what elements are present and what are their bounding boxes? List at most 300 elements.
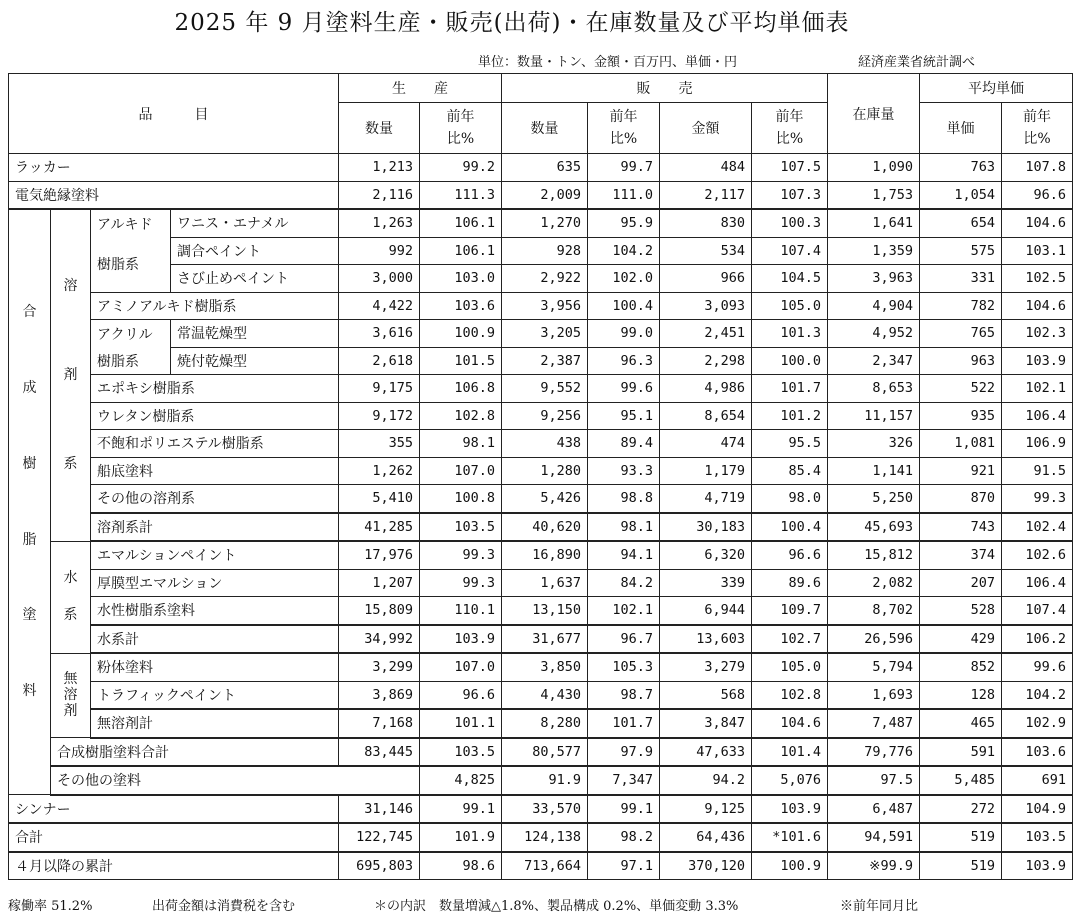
cell: 106.1 (420, 237, 502, 265)
cell: 34,992 (339, 625, 420, 654)
table-row (9, 209, 1073, 237)
cell: 96.6 (752, 541, 828, 569)
cell: 104.2 (588, 237, 660, 265)
cell: 870 (920, 485, 1002, 513)
cell: 99.3 (420, 569, 502, 597)
cell: 91.5 (1002, 457, 1073, 485)
cell: 1,641 (828, 209, 920, 237)
table-row (9, 237, 1073, 265)
cell: 6,320 (660, 541, 752, 569)
cell: 40,620 (502, 513, 588, 542)
cell: 100.4 (588, 292, 660, 320)
cell: 83,445 (339, 738, 420, 767)
cell: 654 (920, 209, 1002, 237)
table-row (9, 653, 1073, 681)
cell: 103.0 (420, 265, 502, 293)
header-sales-amount-yoy: 前年 比% (752, 103, 828, 154)
header-sales-amount: 金額 (660, 103, 752, 154)
cell: 3,093 (660, 292, 752, 320)
footer-yoy-note: ※前年同月比 (840, 899, 919, 914)
cell: 106.4 (1002, 569, 1073, 597)
cell: 96.6 (420, 681, 502, 709)
row-label: ワニス・エナメル (171, 209, 339, 237)
cell: 272 (920, 795, 1002, 824)
cell: 107.4 (1002, 597, 1073, 625)
table-row (9, 766, 1073, 795)
cell: 852 (920, 653, 1002, 681)
cell: 101.2 (752, 402, 828, 430)
cell: 17,976 (339, 541, 420, 569)
cell: 7,347 (588, 766, 660, 795)
cell: 100.0 (752, 347, 828, 375)
cell: 5,410 (339, 485, 420, 513)
row-label: ラッカー (9, 154, 339, 182)
cell: 89.4 (588, 430, 660, 458)
group-nosolvent: 無 溶 剤 (51, 653, 91, 738)
row-label: その他の塗料 (51, 766, 420, 795)
cell: 102.8 (420, 402, 502, 430)
group-synthetic-resin: 合 成 樹 脂 塗 料 (9, 209, 51, 795)
cell: 921 (920, 457, 1002, 485)
cell: 374 (920, 541, 1002, 569)
cell: 99.6 (588, 375, 660, 403)
cell: 3,963 (828, 265, 920, 293)
cell: 4,825 (420, 766, 502, 795)
cell: 100.9 (420, 320, 502, 348)
cell: 966 (660, 265, 752, 293)
cell: 128 (920, 681, 1002, 709)
cell: 101.7 (752, 375, 828, 403)
header-sales: 販 売 (502, 74, 828, 103)
cell: 106.4 (1002, 402, 1073, 430)
cell: 95.1 (588, 402, 660, 430)
alkyd-label-2: 樹脂系 (91, 237, 171, 292)
cell: 102.3 (1002, 320, 1073, 348)
row-label: 不飽和ポリエステル樹脂系 (91, 430, 339, 458)
row-label: 常温乾燥型 (171, 320, 339, 348)
cell: 6,944 (660, 597, 752, 625)
cell: 95.5 (752, 430, 828, 458)
cell: 103.6 (420, 292, 502, 320)
cell: 103.9 (1002, 347, 1073, 375)
row-label: エマルションペイント (91, 541, 339, 569)
table-row (9, 738, 1073, 767)
cell: 8,653 (828, 375, 920, 403)
cell: 2,082 (828, 569, 920, 597)
cell: 45,693 (828, 513, 920, 542)
cell: 105.0 (752, 653, 828, 681)
cell: 102.0 (588, 265, 660, 293)
cell: 124,138 (502, 823, 588, 852)
cell: 355 (339, 430, 420, 458)
row-label: 調合ペイント (171, 237, 339, 265)
statistics-table (8, 73, 1073, 880)
cell: 4,430 (502, 681, 588, 709)
table-row (9, 320, 1073, 348)
cell: 98.2 (588, 823, 660, 852)
page-title: 2025 年 9 月塗料生産・販売(出荷)・在庫数量及び平均単価表 (174, 10, 850, 36)
header-sales-qty-yoy: 前年 比% (588, 103, 660, 154)
cell: 429 (920, 625, 1002, 654)
cell: 1,263 (339, 209, 420, 237)
footer-breakdown: ＊の内訳 数量増減△1.8%、製品構成 0.2%、単価変動 3.3% (374, 899, 739, 914)
table-row (9, 430, 1073, 458)
cell: 1,753 (828, 181, 920, 209)
cell: 107.5 (752, 154, 828, 182)
row-label: さび止めペイント (171, 265, 339, 293)
cell: 47,633 (660, 738, 752, 767)
cell: 91.9 (502, 766, 588, 795)
cell: 103.9 (1002, 852, 1073, 880)
table-row (9, 402, 1073, 430)
table-row (9, 181, 1073, 209)
unit-note: 単位：数量・トン、金額・百万円、単価・円 (478, 55, 737, 70)
cell: 13,603 (660, 625, 752, 654)
table-row (9, 597, 1073, 625)
cell: 2,116 (339, 181, 420, 209)
cell: 5,426 (502, 485, 588, 513)
cell: 103.5 (1002, 823, 1073, 852)
cell: 102.9 (1002, 709, 1073, 738)
cell: 103.5 (420, 513, 502, 542)
cell: 3,279 (660, 653, 752, 681)
cell: 691 (1002, 766, 1073, 795)
cell: 103.6 (1002, 738, 1073, 767)
cell: 3,956 (502, 292, 588, 320)
cell: 97.9 (588, 738, 660, 767)
cell: 101.9 (420, 823, 502, 852)
cell: 568 (660, 681, 752, 709)
cell: 743 (920, 513, 1002, 542)
cell: 107.4 (752, 237, 828, 265)
cell: 370,120 (660, 852, 752, 880)
cell: 1,359 (828, 237, 920, 265)
cell: 763 (920, 154, 1002, 182)
cell: *101.6 (752, 823, 828, 852)
cell: 484 (660, 154, 752, 182)
cell: 1,090 (828, 154, 920, 182)
cell: 107.8 (1002, 154, 1073, 182)
cell: 101.5 (420, 347, 502, 375)
footer-operating-rate: 稼働率 51.2% (8, 899, 93, 914)
cell: 5,794 (828, 653, 920, 681)
cell: 107.0 (420, 457, 502, 485)
table-row (9, 569, 1073, 597)
cell: 5,076 (752, 766, 828, 795)
row-label: 合成樹脂塗料合計 (51, 738, 339, 767)
cell: 7,487 (828, 709, 920, 738)
cell: 102.6 (1002, 541, 1073, 569)
table-row (9, 541, 1073, 569)
cell: 104.6 (1002, 292, 1073, 320)
cell: 101.1 (420, 709, 502, 738)
row-label: 無溶剤計 (91, 709, 339, 738)
cell: 9,552 (502, 375, 588, 403)
cell: 102.4 (1002, 513, 1073, 542)
row-label: シンナー (9, 795, 339, 824)
row-label: 溶剤系計 (91, 513, 339, 542)
cell: 4,986 (660, 375, 752, 403)
table-row (9, 347, 1073, 375)
cell: 2,298 (660, 347, 752, 375)
cell: 519 (920, 823, 1002, 852)
cell: 106.2 (1002, 625, 1073, 654)
header-unit-price-yoy: 前年 比% (1002, 103, 1073, 154)
cell: 331 (920, 265, 1002, 293)
cell: 99.7 (588, 154, 660, 182)
cell: 111.3 (420, 181, 502, 209)
cell: 105.0 (752, 292, 828, 320)
cell: 339 (660, 569, 752, 597)
cell: 575 (920, 237, 1002, 265)
cell: 2,618 (339, 347, 420, 375)
cell: 7,168 (339, 709, 420, 738)
cell: 3,616 (339, 320, 420, 348)
row-label: 船底塗料 (91, 457, 339, 485)
cell: 31,677 (502, 625, 588, 654)
cell: 97.1 (588, 852, 660, 880)
cell: 95.9 (588, 209, 660, 237)
cell: 8,654 (660, 402, 752, 430)
cell: 41,285 (339, 513, 420, 542)
cell: 102.1 (588, 597, 660, 625)
table-row (9, 154, 1073, 182)
acrylic-label-2: 樹脂系 (91, 347, 171, 375)
table-row (9, 375, 1073, 403)
cell: 94.2 (660, 766, 752, 795)
cell: 105.3 (588, 653, 660, 681)
cell: 80,577 (502, 738, 588, 767)
table-row (9, 823, 1073, 852)
cell: 591 (920, 738, 1002, 767)
cell: 2,451 (660, 320, 752, 348)
cell: 103.1 (1002, 237, 1073, 265)
header-prod-qty: 数量 (339, 103, 420, 154)
cell: 4,904 (828, 292, 920, 320)
cell: 2,387 (502, 347, 588, 375)
cell: 30,183 (660, 513, 752, 542)
cell: 519 (920, 852, 1002, 880)
table-row (9, 513, 1073, 542)
cell: 103.5 (420, 738, 502, 767)
cell: 99.0 (588, 320, 660, 348)
row-label: その他の溶剤系 (91, 485, 339, 513)
cell: 528 (920, 597, 1002, 625)
cell: 765 (920, 320, 1002, 348)
cell: 2,117 (660, 181, 752, 209)
cell: 326 (828, 430, 920, 458)
cell: 207 (920, 569, 1002, 597)
cell: 98.6 (420, 852, 502, 880)
cell: 110.1 (420, 597, 502, 625)
cell: 15,809 (339, 597, 420, 625)
cell: 635 (502, 154, 588, 182)
cell: 79,776 (828, 738, 920, 767)
cell: 107.3 (752, 181, 828, 209)
table-row (9, 795, 1073, 824)
table-row (9, 292, 1073, 320)
table-row (9, 709, 1073, 738)
cell: 1,262 (339, 457, 420, 485)
cell: 101.7 (588, 709, 660, 738)
cell: 3,869 (339, 681, 420, 709)
cell: 3,000 (339, 265, 420, 293)
cell: 99.3 (1002, 485, 1073, 513)
cell: 4,952 (828, 320, 920, 348)
cell: 104.6 (752, 709, 828, 738)
cell: 1,270 (502, 209, 588, 237)
header-prod-yoy: 前年 比% (420, 103, 502, 154)
header-avg-price: 平均単価 (920, 74, 1073, 103)
cell: 9,175 (339, 375, 420, 403)
cell: 9,256 (502, 402, 588, 430)
cell: 992 (339, 237, 420, 265)
cell: 782 (920, 292, 1002, 320)
cell: 15,812 (828, 541, 920, 569)
footer-tax-note: 出荷金額は消費税を含む (152, 899, 296, 914)
cell: 96.6 (1002, 181, 1073, 209)
row-label: 水系計 (91, 625, 339, 654)
cell: 3,205 (502, 320, 588, 348)
cell: 99.2 (420, 154, 502, 182)
cell: 1,207 (339, 569, 420, 597)
cell: 85.4 (752, 457, 828, 485)
cell: 102.7 (752, 625, 828, 654)
row-label: 粉体塗料 (91, 653, 339, 681)
cell: 3,847 (660, 709, 752, 738)
cell: 94.1 (588, 541, 660, 569)
header-unit-price: 単価 (920, 103, 1002, 154)
cell: 713,664 (502, 852, 588, 880)
cell: 695,803 (339, 852, 420, 880)
cell: 9,172 (339, 402, 420, 430)
cell: 102.5 (1002, 265, 1073, 293)
cell: 100.8 (420, 485, 502, 513)
cell: 106.8 (420, 375, 502, 403)
cell: 5,250 (828, 485, 920, 513)
cell: 3,299 (339, 653, 420, 681)
cell: 935 (920, 402, 1002, 430)
cell: 103.9 (752, 795, 828, 824)
cell: 1,213 (339, 154, 420, 182)
cell: 8,702 (828, 597, 920, 625)
cell: 6,487 (828, 795, 920, 824)
cell: 830 (660, 209, 752, 237)
cell: 103.9 (420, 625, 502, 654)
cell: 4,719 (660, 485, 752, 513)
cell: 98.7 (588, 681, 660, 709)
cell: 93.3 (588, 457, 660, 485)
group-solvent: 溶 剤 系 (51, 209, 91, 541)
cell: 9,125 (660, 795, 752, 824)
cell: 1,693 (828, 681, 920, 709)
cell: 101.3 (752, 320, 828, 348)
cell: 1,081 (920, 430, 1002, 458)
row-label: アミノアルキド樹脂系 (91, 292, 339, 320)
group-water: 水 系 (51, 541, 91, 653)
cell: 13,150 (502, 597, 588, 625)
cell: 534 (660, 237, 752, 265)
cell: 963 (920, 347, 1002, 375)
cell: 98.1 (420, 430, 502, 458)
cell: 94,591 (828, 823, 920, 852)
cell: 1,179 (660, 457, 752, 485)
cell: 465 (920, 709, 1002, 738)
cell: 98.8 (588, 485, 660, 513)
row-label: 水性樹脂系塗料 (91, 597, 339, 625)
cell: 11,157 (828, 402, 920, 430)
row-label: 厚膜型エマルション (91, 569, 339, 597)
cell: 2,009 (502, 181, 588, 209)
cell: 100.9 (752, 852, 828, 880)
row-label: ４月以降の累計 (9, 852, 339, 880)
cell: 104.2 (1002, 681, 1073, 709)
cell: 438 (502, 430, 588, 458)
header-sales-qty: 数量 (502, 103, 588, 154)
cell: 109.7 (752, 597, 828, 625)
alkyd-label: アルキド (91, 209, 171, 237)
cell: 102.8 (752, 681, 828, 709)
row-label: 焼付乾燥型 (171, 347, 339, 375)
row-label: トラフィックペイント (91, 681, 339, 709)
table-row (9, 681, 1073, 709)
cell: 100.3 (752, 209, 828, 237)
row-label: エポキシ樹脂系 (91, 375, 339, 403)
cell: 1,141 (828, 457, 920, 485)
cell: 2,922 (502, 265, 588, 293)
cell: 16,890 (502, 541, 588, 569)
cell: 474 (660, 430, 752, 458)
cell: 122,745 (339, 823, 420, 852)
cell: 1,280 (502, 457, 588, 485)
header-item: 品 目 (9, 74, 339, 154)
cell: 99.1 (420, 795, 502, 824)
cell: 107.0 (420, 653, 502, 681)
cell: 1,054 (920, 181, 1002, 209)
cell: 96.7 (588, 625, 660, 654)
cell: 5,485 (920, 766, 1002, 795)
cell: ※99.9 (828, 852, 920, 880)
source-note: 経済産業省統計調べ (858, 55, 976, 70)
cell: 89.6 (752, 569, 828, 597)
cell: 1,637 (502, 569, 588, 597)
cell: 96.3 (588, 347, 660, 375)
cell: 104.9 (1002, 795, 1073, 824)
cell: 2,347 (828, 347, 920, 375)
cell: 100.4 (752, 513, 828, 542)
row-label: ウレタン樹脂系 (91, 402, 339, 430)
row-label: 電気絶縁塗料 (9, 181, 339, 209)
cell: 111.0 (588, 181, 660, 209)
table-row (9, 852, 1073, 880)
cell: 64,436 (660, 823, 752, 852)
acrylic-label: アクリル (91, 320, 171, 348)
header-production: 生 産 (339, 74, 502, 103)
cell: 104.5 (752, 265, 828, 293)
cell: 928 (502, 237, 588, 265)
cell: 98.0 (752, 485, 828, 513)
cell: 4,422 (339, 292, 420, 320)
cell: 31,146 (339, 795, 420, 824)
cell: 106.9 (1002, 430, 1073, 458)
cell: 522 (920, 375, 1002, 403)
cell: 98.1 (588, 513, 660, 542)
cell: 99.3 (420, 541, 502, 569)
cell: 8,280 (502, 709, 588, 738)
table-row (9, 625, 1073, 654)
cell: 26,596 (828, 625, 920, 654)
header-inventory: 在庫量 (828, 74, 920, 154)
